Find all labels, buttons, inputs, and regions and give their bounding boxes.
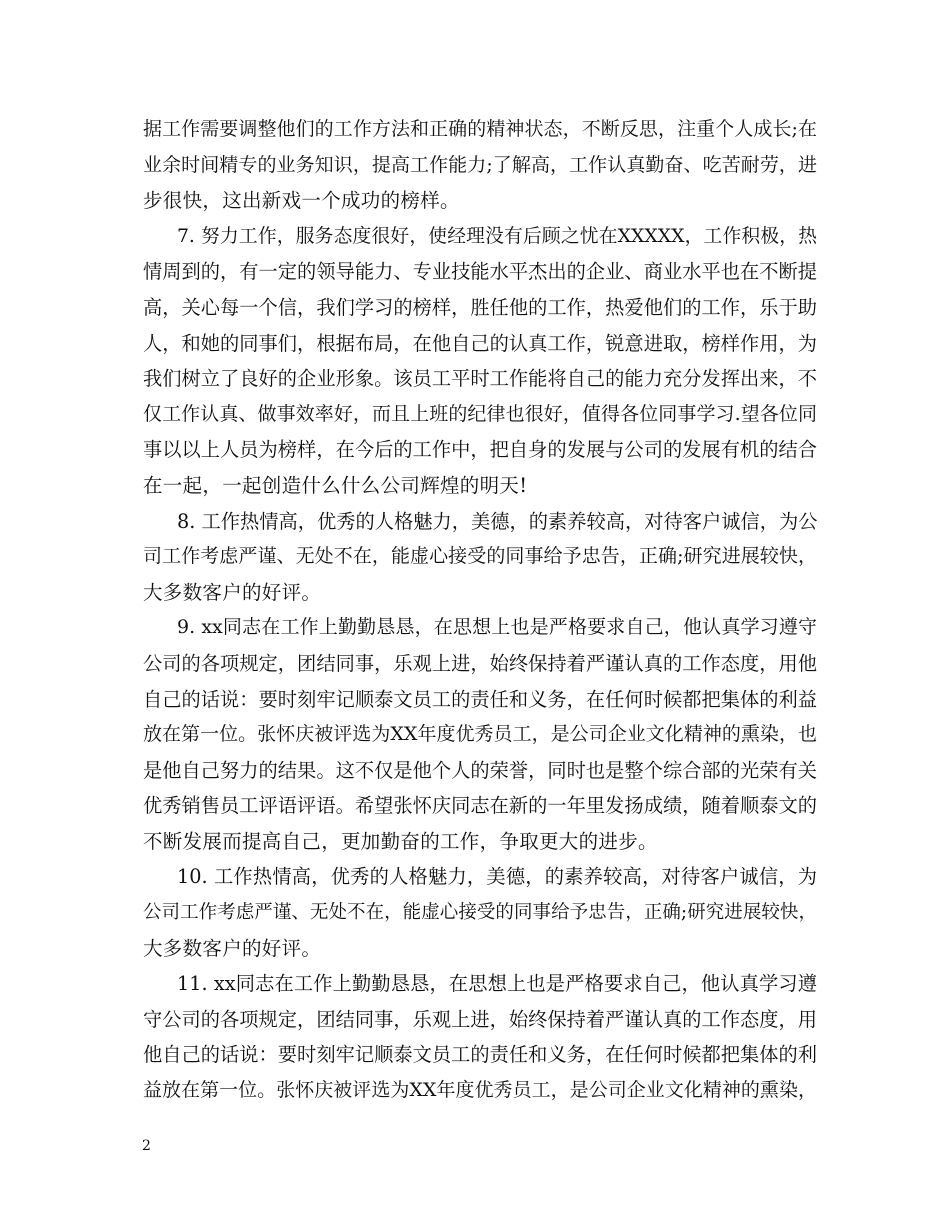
text-line: 大多数客户的好评。 [143,936,322,960]
text-line: 高，关心每一个信，我们学习的榜样，胜任他的工作，热爱他们的工作，乐于助 [143,295,817,319]
text-line: 放在第一位。张怀庆被评选为XX年度优秀员工，是公司企业文化精神的熏染，也 [143,723,817,746]
text-line: 优秀销售员工评语评语。希望张怀庆同志在新的一年里发扬成绩，随着顺泰文的 [143,794,817,818]
text-line: 他自己的话说：要时刻牢记顺泰文员工的责任和义务，在任何时候都把集体的利 [143,1043,817,1067]
text-line: 在一起，一起创造什么什么公司辉煌的明天! [143,473,528,497]
text-line: 公司的各项规定，团结同事，乐观上进，始终保持着严谨认真的工作态度，用他 [143,651,817,675]
text-line: 我们树立了良好的企业形象。该员工平时工作能将自己的能力充分发挥出来，不 [143,367,817,391]
text-line: 自己的话说：要时刻牢记顺泰文员工的责任和义务，在任何时候都把集体的利益 [143,687,817,711]
text-line: 11. xx同志在工作上勤勤恳恳，在思想上也是严格要求自己，他认真学习遵 [177,972,817,996]
text-line: 据工作需要调整他们的工作方法和正确的精神状态，不断反思，注重个人成长;在 [143,118,817,140]
text-line: 9. xx同志在工作上勤勤恳恳，在思想上也是严格要求自己，他认真学习遵守 [177,616,817,639]
text-line: 10. 工作热情高，优秀的人格魅力，美德，的素养较高，对待客户诚信，为 [177,865,817,889]
text-line: 益放在第一位。张怀庆被评选为XX年度优秀员工，是公司企业文化精神的熏染， [143,1079,817,1102]
text-line: 是他自己努力的结果。这不仅是他个人的荣誉，同时也是整个综合部的光荣有关 [143,758,817,782]
text-line: 8. 工作热情高，优秀的人格魅力，美德，的素养较高，对待客户诚信，为公 [177,509,818,533]
text-line: 公司工作考虑严谨、无处不在，能虚心接受的同事给予忠告，正确;研究进展较快， [143,902,817,924]
text-line: 守公司的各项规定，团结同事，乐观上进，始终保持着严谨认真的工作态度，用 [143,1007,817,1031]
text-line: 7. 努力工作，服务态度很好，使经理没有后顾之忧在XXXXX，工作积极，热 [177,225,817,247]
text-line: 步很快，这出新戏一个成功的榜样。 [143,189,460,213]
document-body [143,112,817,1109]
text-line: 司工作考虑严谨、无处不在，能虚心接受的同事给予忠告，正确;研究进展较快， [143,545,817,568]
text-line: 业余时间精专的业务知识，提高工作能力;了解高，工作认真勤奋、吃苦耐劳，进 [143,153,817,176]
text-line: 仅工作认真、做事效率好，而且上班的纪律也很好，值得各位同事学习.望各位同 [143,402,817,425]
text-line: 事以以上人员为榜样，在今后的工作中，把自身的发展与公司的发展有机的结合 [143,438,817,462]
text-line: 人，和她的同事们，根据布局，在他自己的认真工作，锐意进取，榜样作用，为 [143,331,817,355]
text-line: 不断发展而提高自己，更加勤奋的工作，争取更大的进步。 [143,829,658,853]
page-number: 2 [142,1138,151,1154]
text-line: 情周到的，有一定的领导能力、专业技能水平杰出的企业、商业水平也在不断提 [143,260,817,284]
text-line: 大多数客户的好评。 [143,580,322,604]
